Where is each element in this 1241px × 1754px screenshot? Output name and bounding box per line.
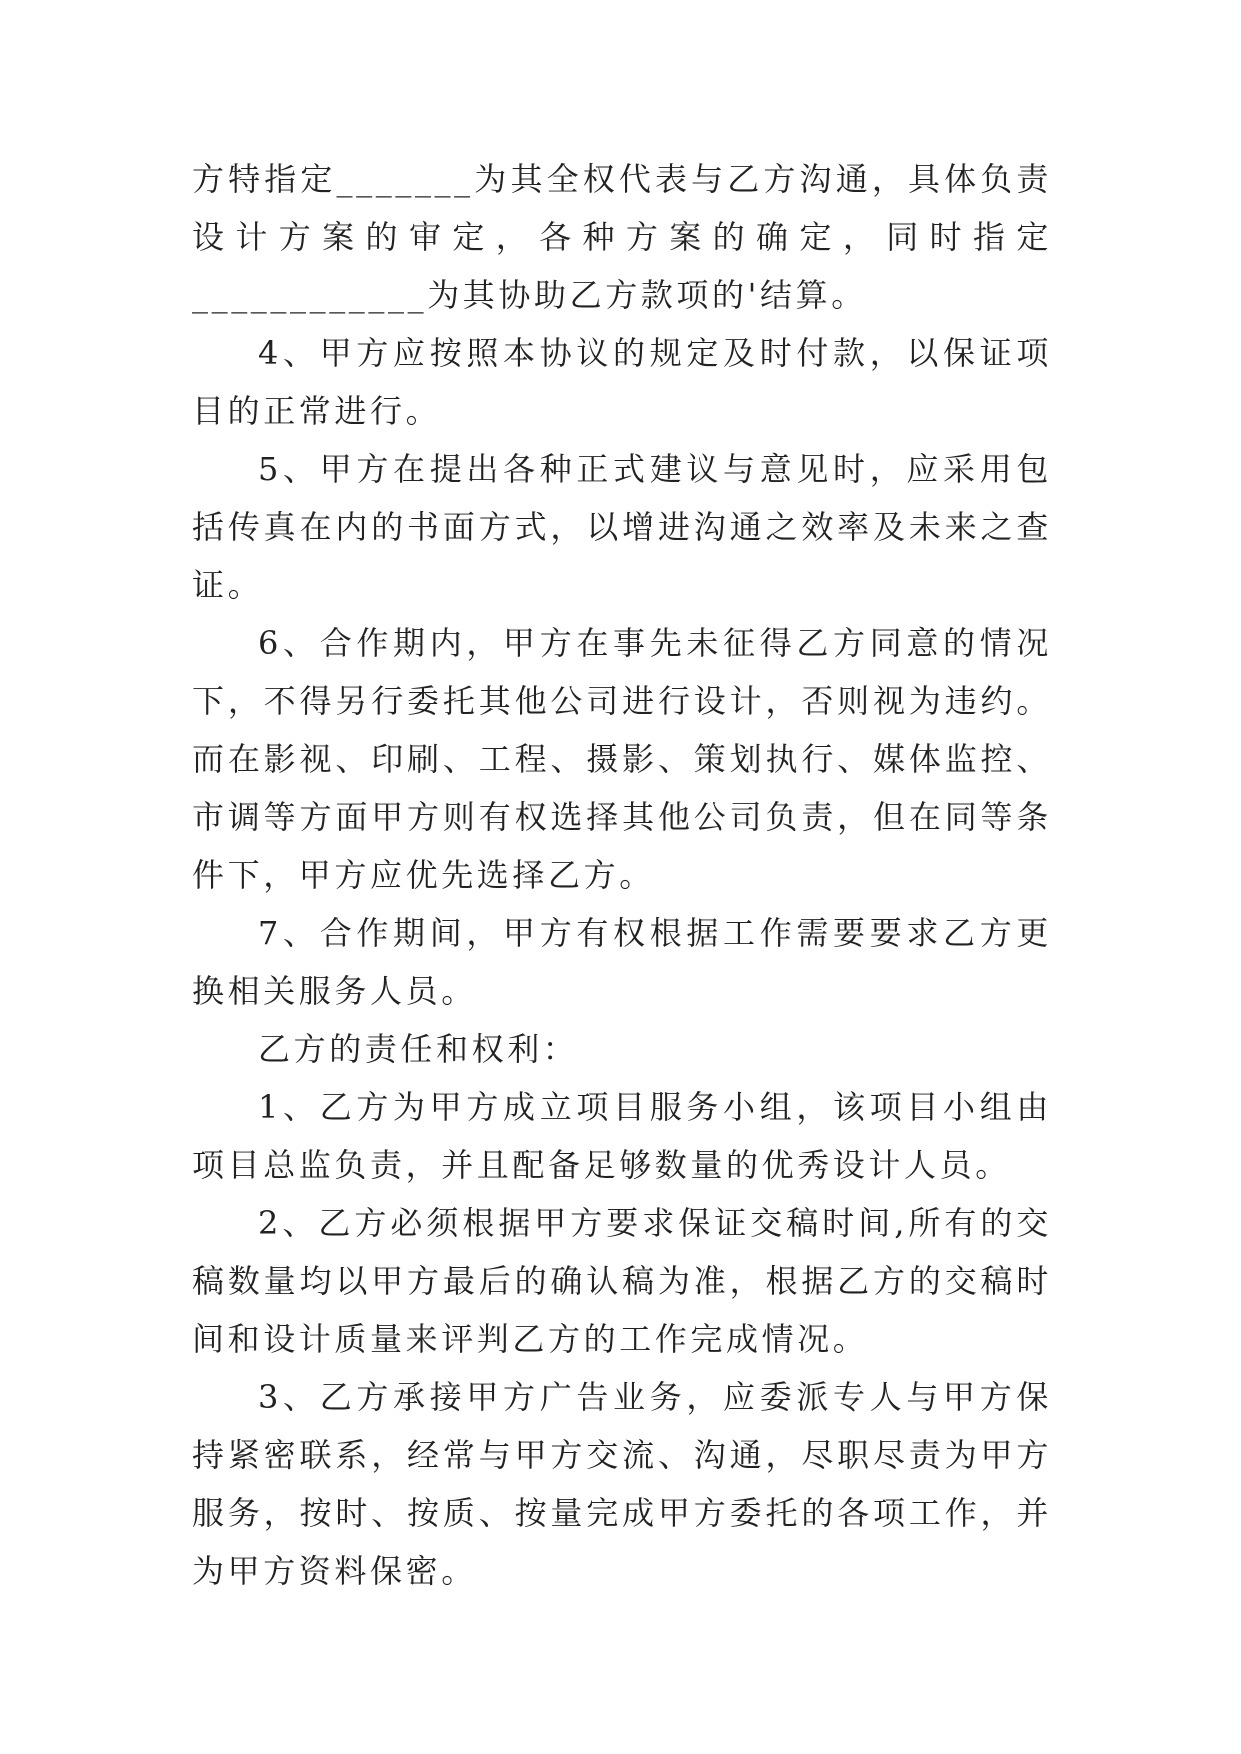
paragraph-b-item-1: 1、乙方为甲方成立项目服务小组，该项目小组由项目总监负责，并且配备足够数量的优秀设计人员。: [192, 1088, 1052, 1184]
paragraph-item-5: 5、甲方在提出各种正式建议与意见时，应采用包括传真在内的书面方式，以增进沟通之效率及未来之查证。: [192, 450, 1052, 604]
paragraph-b-item-3: 3、乙方承接甲方广告业务，应委派专人与甲方保持紧密联系，经常与甲方交流、沟通，尽职尽责为甲方服务，按时、按质、按量完成甲方委托的各项工作，并为甲方资料保密。: [192, 1378, 1052, 1590]
document-body: [192, 150, 1052, 1600]
paragraph-b-item-2: 2、乙方必须根据甲方要求保证交稿时间,所有的交稿数量均以甲方最后的确认稿为准，根据乙方的交稿时间和设计质量来评判乙方的工作完成情况。: [192, 1204, 1052, 1358]
section-heading-party-b: 乙方的责任和权利：: [258, 1030, 579, 1068]
paragraph-continuation: 方特指定_______为其全权代表与乙方沟通，具体负责设计方案的审定，各种方案的确定，同时指定____________为其协助乙方款项的'结算。: [192, 160, 1052, 314]
paragraph-item-4: 4、甲方应按照本协议的规定及时付款，以保证项目的正常进行。: [192, 334, 1052, 430]
paragraph-item-6: 6、合作期内，甲方在事先未征得乙方同意的情况下，不得另行委托其他公司进行设计，否则视为违约。而在影视、印刷、工程、摄影、策划执行、媒体监控、市调等方面甲方则有权选择其他公司负责，但在同等条件下，甲方应优先选择乙方。: [192, 624, 1052, 894]
paragraph-item-7: 7、合作期间，甲方有权根据工作需要要求乙方更换相关服务人员。: [192, 914, 1052, 1010]
